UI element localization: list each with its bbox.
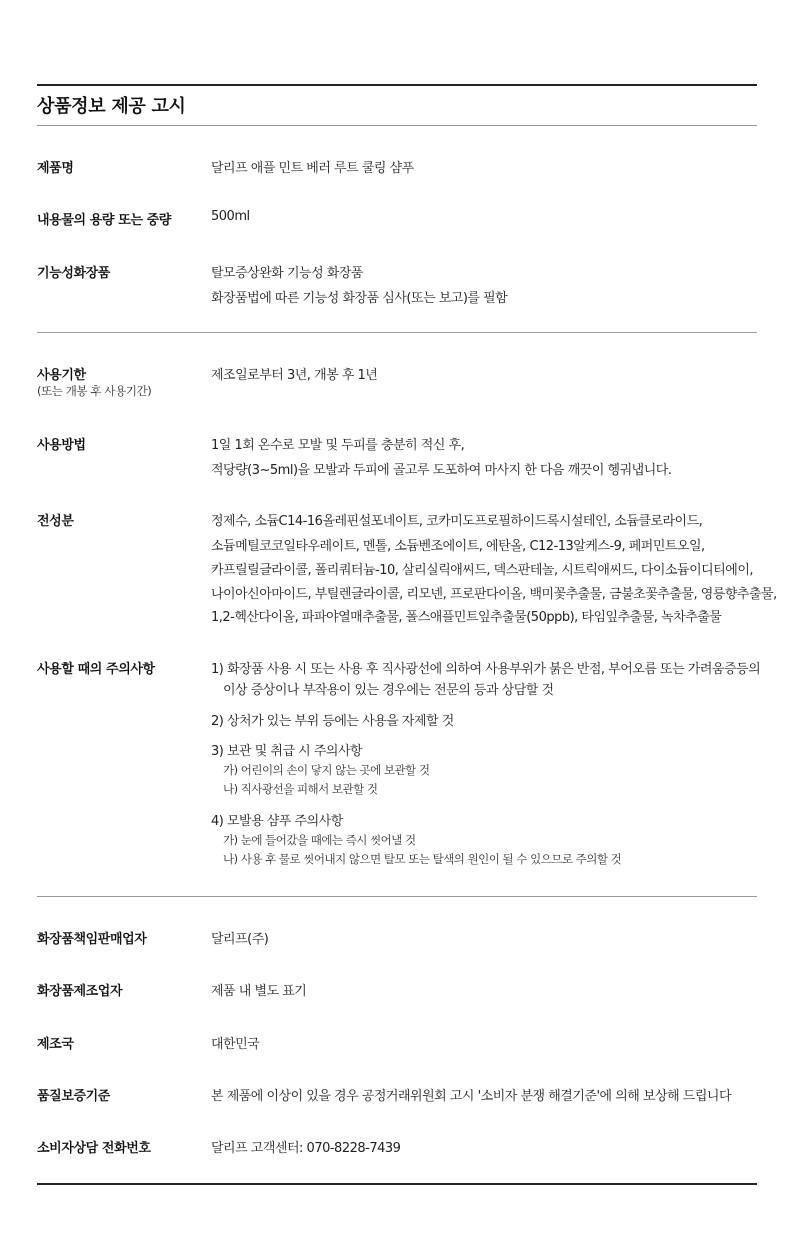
warranty-label: 품질보증기준 bbox=[37, 1089, 110, 1104]
warranty-value: 본 제품에 이상이 있을 경우 공정거래위원회 고시 '소비자 분쟁 해결기준'에 의해 보상해 드립니다 bbox=[211, 1089, 731, 1104]
functional-line-1: 탈모증상완화 기능성 화장품 bbox=[211, 266, 363, 281]
expiry-value: 제조일로부터 3년, 개봉 후 1년 bbox=[211, 368, 378, 383]
seller-label: 화장품책임판매업자 bbox=[37, 932, 147, 947]
contact-value: 달리프 고객센터: 070-8228-7439 bbox=[211, 1141, 401, 1156]
functional-label: 기능성화장품 bbox=[37, 266, 110, 281]
volume-value: 500ml bbox=[211, 209, 250, 224]
seller-value: 달리프(주) bbox=[211, 932, 269, 947]
ingredients-line-1: 정제수, 소듐C14-16올레핀설포네이트, 코카미도프로필하이드록시설테인, 소듐클로라이드, bbox=[211, 514, 703, 529]
caution-1-line-1: 1) 화장품 사용 시 또는 사용 후 직사광선에 의하여 사용부위가 붉은 반점, 부어오름 또는 가려움증등의 bbox=[211, 662, 761, 677]
ingredients-line-5: 1,2-헥산다이올, 파파야열매추출물, 폴스애플민트잎추출물(50ppb), 타임잎추출물, 녹차추출물 bbox=[211, 610, 722, 625]
maker-label: 화장품제조업자 bbox=[37, 984, 123, 999]
usage-label: 사용방법 bbox=[37, 438, 86, 453]
ingredients-line-4: 나이아신아마이드, 부틸렌글라이콜, 리모넨, 프로판다이올, 백미꽃추출물, 금불초꽃추출물, 영릉향추출물, bbox=[211, 587, 777, 602]
page-title: 상품정보 제공 고시 bbox=[37, 96, 186, 117]
ingredients-line-3: 카프릴릴글라이콜, 폴리쿼터늄-10, 살리실릭애씨드, 덱스판테놀, 시트릭애씨드, 다이소듐이디티에이, bbox=[211, 563, 754, 578]
bottom-divider bbox=[37, 1183, 757, 1185]
section-divider-2 bbox=[37, 896, 757, 897]
contact-label: 소비자상담 전화번호 bbox=[37, 1141, 151, 1156]
caution-3-item-2: 나) 직사광선을 피해서 보관할 것 bbox=[223, 782, 378, 796]
expiry-label: 사용기한 bbox=[37, 368, 86, 383]
caution-2: 2) 상처가 있는 부위 등에는 사용을 자제할 것 bbox=[211, 714, 454, 729]
country-value: 대한민국 bbox=[211, 1037, 260, 1052]
volume-label: 내용물의 용량 또는 중량 bbox=[37, 213, 171, 228]
title-divider bbox=[37, 125, 757, 126]
country-label: 제조국 bbox=[37, 1037, 74, 1052]
product-info-notice bbox=[37, 0, 777, 1245]
maker-value: 제품 내 별도 표기 bbox=[211, 984, 307, 999]
ingredients-line-2: 소듐메틸코코일타우레이트, 멘톨, 소듐벤조에이트, 에탄올, C12-13알케스-9, 페퍼민트오일, bbox=[211, 539, 705, 554]
ingredients-label: 전성분 bbox=[37, 514, 74, 529]
caution-1-line-2: 이상 증상이나 부작용이 있는 경우에는 전문의 등과 상담할 것 bbox=[223, 683, 554, 698]
caution-4-head: 4) 모발용 샴푸 주의사항 bbox=[211, 814, 343, 829]
caution-4-item-1: 가) 눈에 들어갔을 때에는 즉시 씻어낼 것 bbox=[223, 833, 416, 847]
caution-3-head: 3) 보관 및 취급 시 주의사항 bbox=[211, 744, 363, 759]
usage-line-1: 1일 1회 온수로 모발 및 두피를 충분히 적신 후, bbox=[211, 438, 465, 453]
usage-line-2: 적당량(3~5ml)을 모발과 두피에 골고루 도포하여 마사지 한 다음 깨끗이 헹궈냅니다. bbox=[211, 463, 672, 478]
expiry-sublabel: (또는 개봉 후 사용기간) bbox=[37, 384, 152, 398]
product-name-label: 제품명 bbox=[37, 161, 74, 176]
top-divider bbox=[37, 84, 757, 86]
section-divider-1 bbox=[37, 332, 757, 333]
product-name-value: 달리프 애플 민트 베러 루트 쿨링 샴푸 bbox=[211, 161, 414, 176]
cautions-label: 사용할 때의 주의사항 bbox=[37, 662, 155, 677]
caution-3-item-1: 가) 어린이의 손이 닿지 않는 곳에 보관할 것 bbox=[223, 763, 430, 777]
caution-4-item-2: 나) 사용 후 물로 씻어내지 않으면 탈모 또는 탈색의 원인이 될 수 있으므로 주의할 것 bbox=[223, 852, 622, 866]
functional-line-2: 화장품법에 따른 기능성 화장품 심사(또는 보고)를 필함 bbox=[211, 291, 508, 306]
